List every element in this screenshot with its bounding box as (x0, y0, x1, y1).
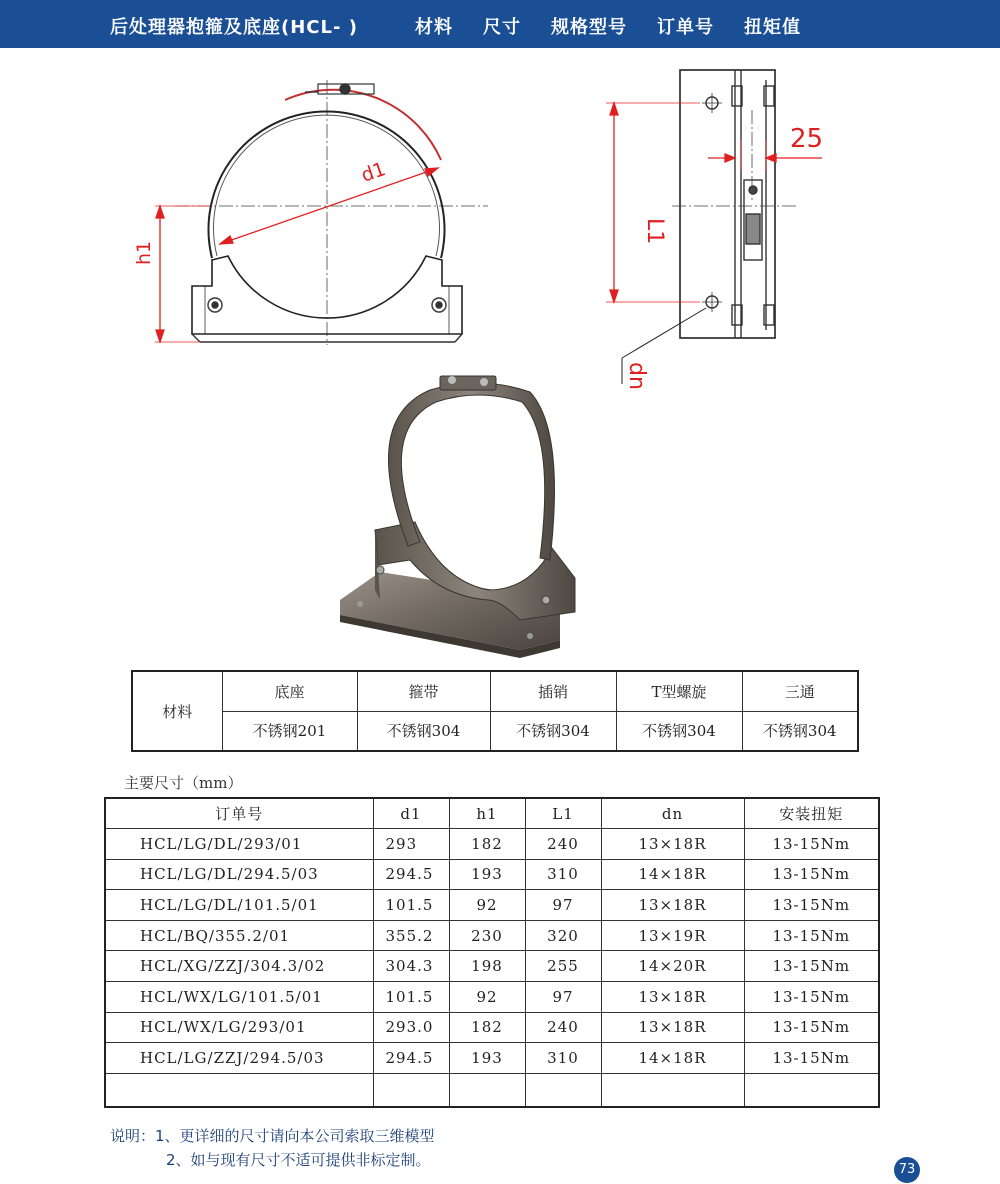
page-number-badge: 73 (894, 1157, 920, 1183)
cell-order: HCL/WX/LG/101.5/01 (105, 982, 373, 1013)
table-row (105, 859, 879, 890)
header-section-torque: 扭矩值 (744, 17, 801, 38)
technical-drawing (0, 48, 1000, 668)
col-header-L1: L1 (525, 798, 601, 829)
table-row (105, 920, 879, 951)
cell-empty (449, 1073, 525, 1107)
cell-d1: 294.5 (373, 859, 449, 890)
cell-torque: 13-15Nm (744, 890, 879, 921)
cell-order: HCL/LG/DL/293/01 (105, 829, 373, 860)
cell-dn: 13×19R (601, 920, 744, 951)
cell-torque: 13-15Nm (744, 982, 879, 1013)
header-section-spec: 规格型号 (551, 17, 627, 38)
cell-torque: 13-15Nm (744, 829, 879, 860)
cell-dn: 14×20R (601, 951, 744, 982)
col-header-d1: d1 (373, 798, 449, 829)
cell-dn: 13×18R (601, 890, 744, 921)
col-header-order: 订单号 (105, 798, 373, 829)
cell-empty (601, 1073, 744, 1107)
cell-d1: 293 (373, 829, 449, 860)
cell-L1: 97 (525, 890, 601, 921)
cell-empty (105, 1073, 373, 1107)
material-header-band: 箍带 (357, 671, 490, 711)
header-section-order: 订单号 (657, 17, 714, 38)
table-row-empty (105, 1073, 879, 1107)
material-value-base: 不锈钢201 (222, 711, 357, 751)
header-section-size: 尺寸 (483, 17, 521, 38)
materials-row-label: 材料 (132, 671, 222, 751)
cell-order: HCL/LG/ZZJ/294.5/03 (105, 1043, 373, 1074)
material-value-tee: 不锈钢304 (742, 711, 858, 751)
cell-empty (373, 1073, 449, 1107)
cell-order: HCL/WX/LG/293/01 (105, 1012, 373, 1043)
cell-h1: 92 (449, 890, 525, 921)
cell-dn: 14×18R (601, 1043, 744, 1074)
cell-h1: 182 (449, 829, 525, 860)
dimensions-table (104, 797, 880, 1108)
cell-h1: 92 (449, 982, 525, 1013)
note-line-2: 2、如与现有尺寸不适可提供非标定制。 (166, 1151, 431, 1169)
table-row (105, 951, 879, 982)
material-header-pin: 插销 (490, 671, 616, 711)
front-view (175, 80, 488, 345)
dim-dn-label: dn (624, 362, 649, 390)
cell-torque: 13-15Nm (744, 920, 879, 951)
cell-L1: 97 (525, 982, 601, 1013)
col-header-h1: h1 (449, 798, 525, 829)
cell-empty (744, 1073, 879, 1107)
cell-dn: 14×18R (601, 859, 744, 890)
materials-table (131, 670, 859, 752)
cell-h1: 193 (449, 1043, 525, 1074)
material-header-base: 底座 (222, 671, 357, 711)
table-header-row (105, 798, 879, 829)
cell-torque: 13-15Nm (744, 951, 879, 982)
cell-L1: 310 (525, 859, 601, 890)
dim-L1-label: L1 (642, 218, 667, 245)
cell-torque: 13-15Nm (744, 1012, 879, 1043)
cell-d1: 294.5 (373, 1043, 449, 1074)
table-row (105, 890, 879, 921)
col-header-torque: 安装扭矩 (744, 798, 879, 829)
cell-d1: 101.5 (373, 982, 449, 1013)
cell-d1: 355.2 (373, 920, 449, 951)
product-render (340, 376, 575, 658)
cell-L1: 240 (525, 829, 601, 860)
table-row (132, 671, 858, 711)
cell-order: HCL/XG/ZZJ/304.3/02 (105, 951, 373, 982)
cell-h1: 182 (449, 1012, 525, 1043)
cell-h1: 230 (449, 920, 525, 951)
dim-h1-label: h1 (133, 240, 155, 265)
cell-dn: 13×18R (601, 982, 744, 1013)
cell-empty (525, 1073, 601, 1107)
cell-order: HCL/LG/DL/101.5/01 (105, 890, 373, 921)
material-header-tbolt: T型螺旋 (616, 671, 742, 711)
table-row (105, 829, 879, 860)
material-value-band: 不锈钢304 (357, 711, 490, 751)
material-value-tbolt: 不锈钢304 (616, 711, 742, 751)
notes (110, 1124, 435, 1172)
table-row (105, 1012, 879, 1043)
cell-dn: 13×18R (601, 829, 744, 860)
cell-d1: 293.0 (373, 1012, 449, 1043)
table-row (132, 711, 858, 751)
note-line-1: 说明：1、更详细的尺寸请向本公司索取三维模型 (110, 1127, 435, 1145)
header-section-material: 材料 (415, 17, 453, 38)
col-header-dn: dn (601, 798, 744, 829)
cell-d1: 304.3 (373, 951, 449, 982)
header-sections (415, 13, 831, 39)
front-dimensions (155, 168, 438, 342)
cell-torque: 13-15Nm (744, 859, 879, 890)
cell-L1: 310 (525, 1043, 601, 1074)
header-title: 后处理器抱箍及底座(HCL- ) (110, 17, 358, 38)
dim-25-label: 25 (790, 124, 824, 154)
material-value-pin: 不锈钢304 (490, 711, 616, 751)
table-row (105, 1043, 879, 1074)
material-header-tee: 三通 (742, 671, 858, 711)
dim-d1-label: d1 (358, 158, 389, 187)
table-row (105, 982, 879, 1013)
cell-L1: 320 (525, 920, 601, 951)
header-bar (0, 0, 1000, 48)
cell-L1: 255 (525, 951, 601, 982)
cell-h1: 193 (449, 859, 525, 890)
cell-order: HCL/LG/DL/294.5/03 (105, 859, 373, 890)
cell-h1: 198 (449, 951, 525, 982)
cell-torque: 13-15Nm (744, 1043, 879, 1074)
cell-dn: 13×18R (601, 1012, 744, 1043)
cell-d1: 101.5 (373, 890, 449, 921)
cell-order: HCL/BQ/355.2/01 (105, 920, 373, 951)
cell-L1: 240 (525, 1012, 601, 1043)
dimensions-caption: 主要尺寸（mm） (124, 774, 243, 792)
